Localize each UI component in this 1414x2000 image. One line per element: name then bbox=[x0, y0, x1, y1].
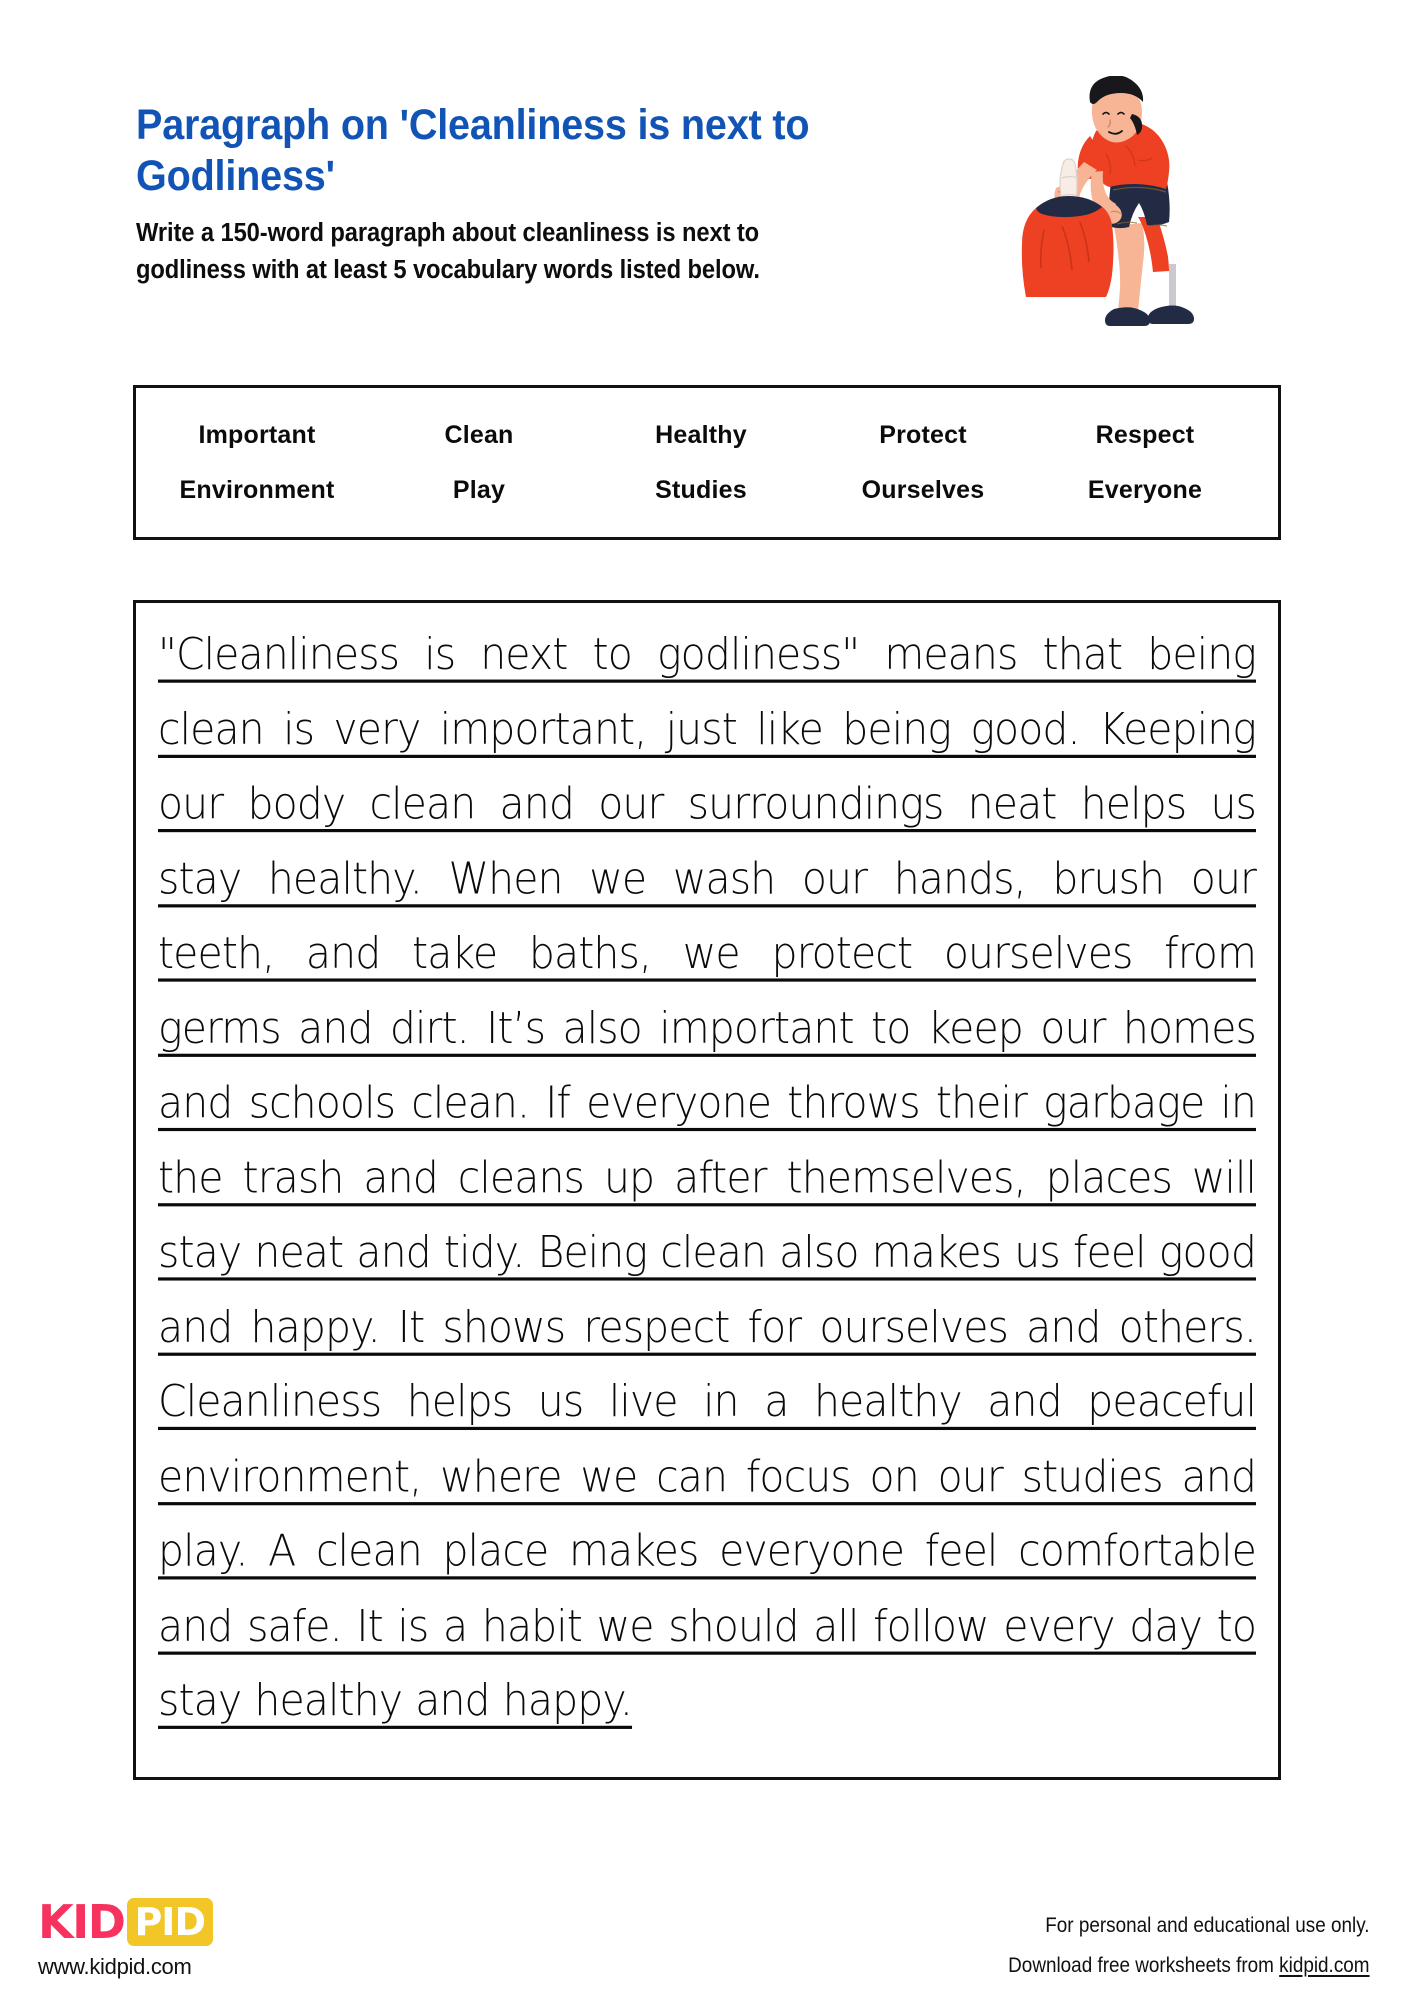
vocabulary-word: Ourselves bbox=[861, 475, 985, 504]
boy-picking-up-litter-illustration bbox=[1018, 76, 1268, 336]
instruction-text: Write a 150-word paragraph about cleanliness is next to godliness with at least 5 vocabulary words listed below. bbox=[136, 219, 760, 284]
vocabulary-row bbox=[136, 476, 1278, 505]
vocabulary-word: Environment bbox=[179, 475, 335, 504]
vocabulary-word: Clean bbox=[444, 420, 514, 449]
footer-note-line2 bbox=[1009, 1946, 1370, 1986]
kidpid-logo bbox=[38, 1895, 298, 1980]
footer-note-prefix: Download free worksheets from bbox=[1008, 1954, 1280, 1977]
vocabulary-word: Respect bbox=[1095, 420, 1195, 449]
logo-kid-text: KID bbox=[38, 1895, 125, 1949]
answer-box[interactable] bbox=[133, 600, 1281, 1780]
footer-note-line1: For personal and educational use only. bbox=[1045, 1914, 1370, 1937]
logo-mark bbox=[38, 1895, 298, 1949]
kidpid-link[interactable]: kidpid.com bbox=[1279, 1954, 1370, 1977]
vocabulary-word: Play bbox=[452, 475, 506, 504]
footer-note bbox=[1009, 1906, 1370, 1986]
logo-pid-box bbox=[127, 1898, 213, 1946]
vocabulary-word: Important bbox=[198, 420, 316, 449]
vocabulary-word: Healthy bbox=[655, 420, 747, 449]
page-title: Paragraph on 'Cleanliness is next to Godliness' bbox=[136, 101, 810, 200]
vocabulary-word: Studies bbox=[655, 475, 747, 504]
vocabulary-row bbox=[136, 421, 1278, 450]
worksheet-header bbox=[136, 100, 1036, 288]
answer-paragraph: "Cleanliness is next to godliness" means that being clean is very important, just like being good. Keeping our body clean and our surroundings neat helps us stay healthy. When we wash our hands, brush our teeth, and take baths, we protect ourselves from germs and dirt. It’s also important to keep our homes and schools clean. If everyone throws their garbage in the trash and cleans up after themselves, places will stay neat and tidy. Being clean also makes us feel good and happy. It shows respect for ourselves and others. Cleanliness helps us live in a healthy and peaceful environment, where we can focus on our studies and play. A clean place makes everyone feel comfortable and safe. It is a habit we should all follow every day to stay healthy and happy. bbox=[158, 628, 1256, 1726]
logo-pid-text: PID bbox=[134, 1900, 205, 1944]
vocabulary-word: Everyone bbox=[1087, 475, 1203, 504]
vocabulary-box bbox=[133, 385, 1281, 540]
logo-website-url: www.kidpid.com bbox=[38, 1954, 192, 1979]
vocabulary-word: Protect bbox=[879, 420, 967, 449]
